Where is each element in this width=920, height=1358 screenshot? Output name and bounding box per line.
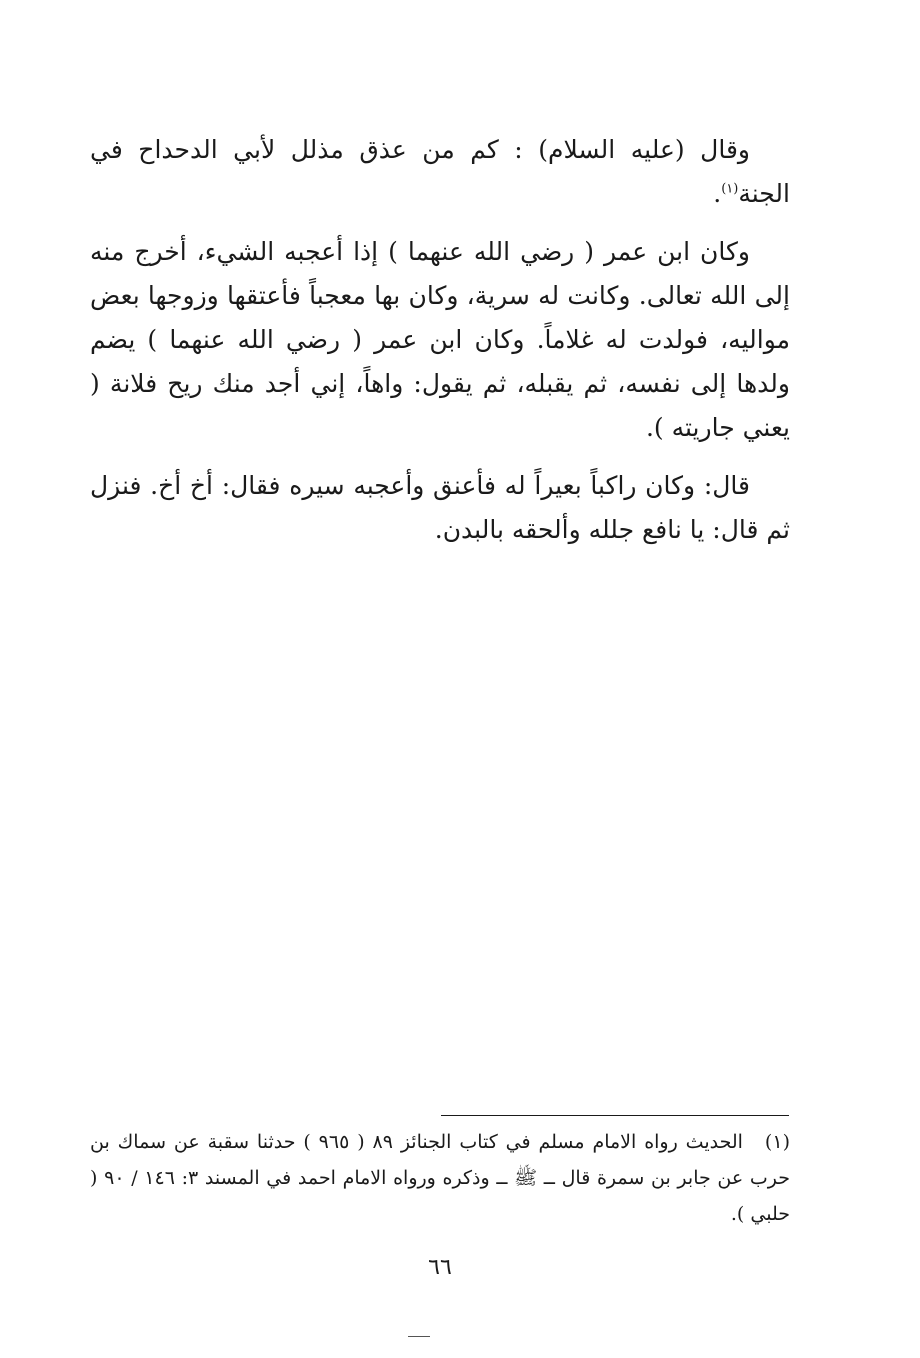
paragraph-3: قال: وكان راكباً بعيراً له فأعنق وأعجبه سيره فقال: أخ أخ. فنزل ثم قال: يا نافع جلله وألحقه بالبدن.	[90, 471, 790, 544]
footnote-reference: (١)	[721, 181, 739, 197]
paragraph-2: وكان ابن عمر ( رضي الله عنهما ) إذا أعجبه الشيء، أخرج منه إلى الله تعالى. وكانت له سرية، وكان بها معجباً فأعتقها وزوجها بعض مواليه، فولدت له غلاماً. وكان ابن عمر ( رضي الله عنهما ) يضم ولدها إلى نفسه، ثم يقبله، ثم يقول: واهاً، إني أجد منك ريح فلانة ( يعني جاريته ).	[90, 237, 790, 442]
scan-mark	[408, 1336, 430, 1337]
page-number: ٦٦	[428, 1255, 452, 1280]
paragraph-1-end: .	[713, 179, 722, 208]
main-text	[90, 128, 790, 552]
paragraph-1	[90, 128, 790, 216]
footnote-text: الحديث رواه الامام مسلم في كتاب الجنائز ٨٩ ( ٩٦٥ ) حدثنا سقبة عن سماك بن حرب عن جابر بن سمرة قال ــ ﷺ ــ وذكره ورواه الامام احمد في المسند ٣: ١٤٦ / ٩٠ ( حلبي ).	[90, 1131, 791, 1225]
footnote	[90, 1124, 790, 1232]
footnote-marker: (١)	[764, 1131, 790, 1153]
footnote-separator	[441, 1115, 789, 1116]
paragraph-1-text: وقال (عليه السلام) : كم من عذق مذلل لأبي الدحداح في الجنة	[90, 135, 790, 208]
